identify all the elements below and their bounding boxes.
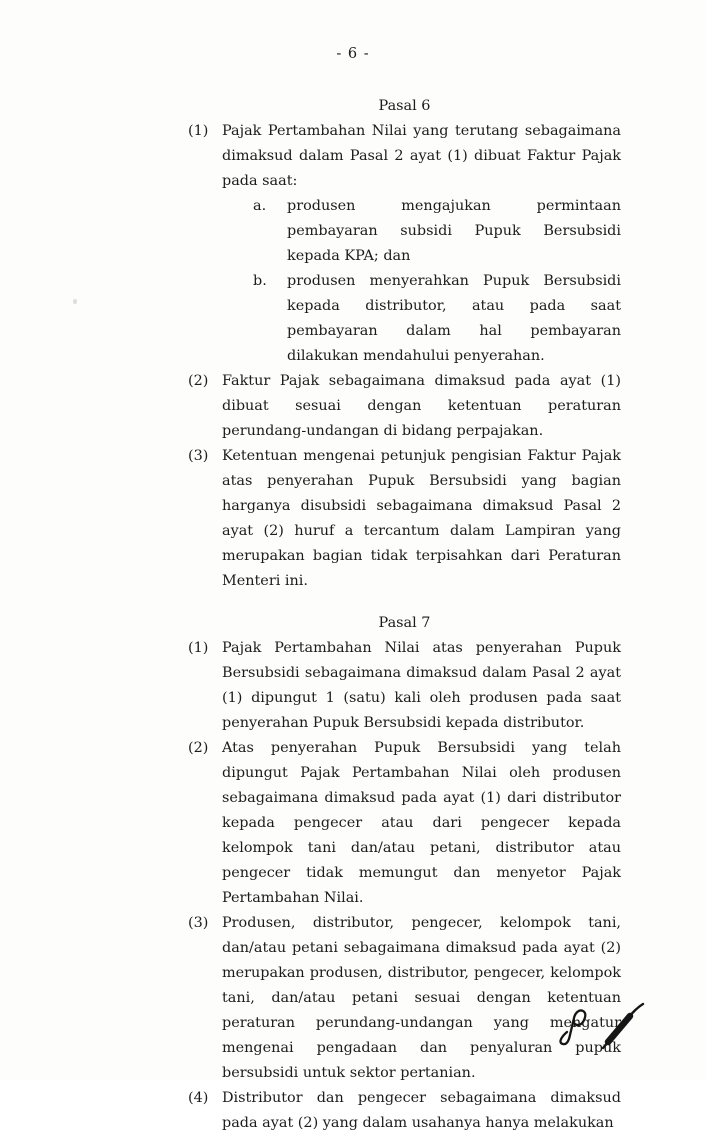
article [188, 94, 621, 594]
item-body [222, 636, 621, 736]
article-item [188, 1086, 621, 1136]
item-text: Faktur Pajak sebagaimana dimaksud pada ayat (1) dibuat sesuai dengan ketentuan peraturan perundang-undangan di bidang perpajakan. [222, 373, 621, 439]
item-number: (2) [188, 740, 209, 756]
item-text: Produsen, distributor, pengecer, kelompok tani, dan/atau petani sebagaimana dimaksud pada ayat (2) merupakan produsen, distributor, pengecer, kelompok tani, dan/atau petani sesuai dengan ketentuan peraturan perundang-undangan yang mengatur mengenai pengadaan dan penyaluran pupuk bersubsidi untuk sektor pertanian. [222, 915, 621, 1081]
article-title: Pasal 7 [378, 615, 431, 631]
article-item [188, 444, 621, 594]
subitem-letter: b. [253, 273, 267, 289]
item-number: (2) [188, 373, 209, 389]
articles-container [188, 94, 621, 1136]
item-body [222, 444, 621, 594]
item-text: Ketentuan mengenai petunjuk pengisian Faktur Pajak atas penyerahan Pupuk Bersubsidi yang bagian harganya disubsidi sebagaimana dimaksud Pasal 2 ayat (2) huruf a tercantum dalam Lampiran yang merupakan bagian tidak terpisahkan dari Peraturan Menteri ini. [222, 448, 621, 589]
item-number: (1) [188, 640, 209, 656]
item-text: Pajak Pertambahan Nilai yang terutang sebagaimana dimaksud dalam Pasal 2 ayat (1) dibuat Faktur Pajak pada saat: [222, 123, 621, 189]
item-text: Atas penyerahan Pupuk Bersubsidi yang telah dipungut Pajak Pertambahan Nilai oleh produsen sebagaimana dimaksud pada ayat (1) dari distributor kepada pengecer atau dari pengecer kepada kelompok tani dan/atau petani, distributor atau pengecer tidak memungut dan menyetor Pajak Pertambahan Nilai. [222, 740, 621, 906]
handwritten-initials-icon [540, 988, 660, 1068]
article-item [188, 736, 621, 911]
item-number: (3) [188, 915, 209, 931]
item-text: Pajak Pertambahan Nilai atas penyerahan Pupuk Bersubsidi sebagaimana dimaksud dalam Pasal 2 ayat (1) dipungut 1 (satu) kali oleh produsen pada saat penyerahan Pupuk Bersubsidi kepada distributor. [222, 640, 621, 731]
item-body [222, 369, 621, 444]
article-title: Pasal 6 [378, 98, 431, 114]
item-body [222, 736, 621, 911]
subitem-letter: a. [253, 198, 267, 214]
article-item [188, 369, 621, 444]
item-body [222, 119, 621, 369]
scan-speck [73, 299, 77, 304]
item-text: Distributor dan pengecer sebagaimana dimaksud pada ayat (2) yang dalam usahanya hanya melakukan [222, 1090, 621, 1131]
subitem-text: produsen menyerahkan Pupuk Bersubsidi kepada distributor, atau pada saat pembayaran dalam hal pembayaran dilakukan mendahului penyerahan. [287, 273, 621, 364]
item-number: (3) [188, 448, 209, 464]
article-subitem [253, 194, 621, 269]
item-body [222, 1086, 621, 1136]
article-item [188, 119, 621, 369]
item-number: (4) [188, 1090, 209, 1106]
page-number: - 6 - [336, 46, 370, 62]
article-item [188, 636, 621, 736]
subitem-text: produsen mengajukan permintaan pembayaran subsidi Pupuk Bersubsidi kepada KPA; dan [287, 198, 621, 264]
article-subitem [253, 269, 621, 369]
item-number: (1) [188, 123, 209, 139]
